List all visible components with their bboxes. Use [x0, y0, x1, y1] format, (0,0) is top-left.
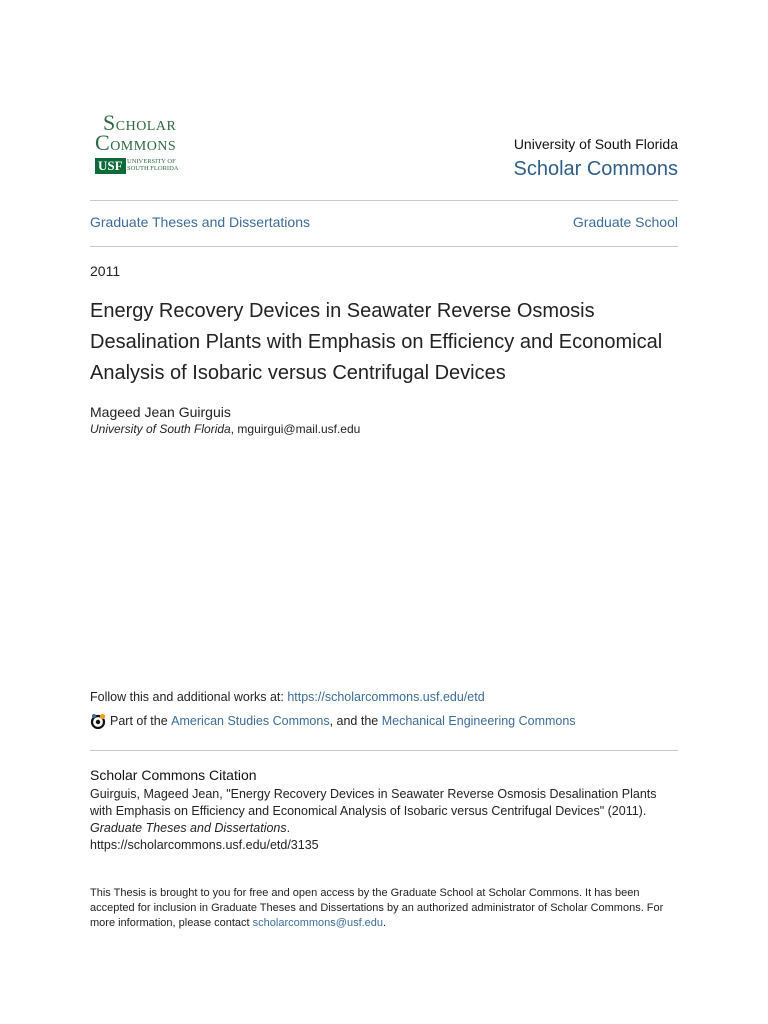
- divider: [90, 750, 678, 751]
- divider: [90, 246, 678, 247]
- school-link[interactable]: Graduate School: [572, 214, 678, 230]
- author-name: Mageed Jean Guirguis: [90, 404, 231, 420]
- scholar-commons-logo[interactable]: [95, 112, 195, 178]
- divider: [90, 200, 678, 201]
- commons-network-icon: [90, 713, 106, 729]
- citation-text: Guirguis, Mageed Jean, "Energy Recovery Devices in Seawater Reverse Osmosis Desalination Plants with Emphasis on Efficiency and Economical Analysis of Isobaric versus Centrifugal Devices" (2011). Graduate Theses and Dissertations.: [90, 787, 657, 835]
- university-name: University of South Florida: [513, 136, 678, 152]
- cover-page: [90, 0, 678, 1024]
- publication-year: 2011: [90, 263, 121, 279]
- access-statement: This Thesis is brought to you for free and open access by the Graduate School at Scholar Commons. It has been accepted for inclusion in Graduate Theses and Dissertations by an authorized administrator of Scholar Commons. For more information, please contact scholarcommons@usf.edu.: [90, 887, 664, 929]
- logo-commons-text: COMMONS: [95, 130, 177, 155]
- logo-scholar-text: SCHOLAR: [103, 110, 177, 135]
- collection-url-link[interactable]: https://scholarcommons.usf.edu/etd: [287, 690, 485, 704]
- american-studies-link[interactable]: American Studies Commons: [171, 714, 330, 728]
- collection-link[interactable]: Graduate Theses and Dissertations: [90, 214, 310, 230]
- author-affiliation: University of South Florida, mguirgui@mail.usf.edu: [90, 422, 361, 436]
- citation-heading: Scholar Commons Citation: [90, 767, 257, 783]
- site-title-link[interactable]: Scholar Commons: [513, 158, 678, 180]
- part-of-line: Part of the American Studies Commons , and the Mechanical Engineering Commons: [90, 713, 576, 729]
- citation-url: https://scholarcommons.usf.edu/etd/3135: [90, 838, 319, 852]
- usf-logo-box: USF: [95, 158, 126, 174]
- usf-logo-text: UNIVERSITY OF SOUTH FLORIDA: [127, 158, 179, 172]
- contact-email-link[interactable]: scholarcommons@usf.edu: [252, 917, 384, 929]
- follow-line: Follow this and additional works at: https://scholarcommons.usf.edu/etd: [90, 690, 485, 704]
- mechanical-engineering-link[interactable]: Mechanical Engineering Commons: [381, 714, 576, 728]
- document-title: Energy Recovery Devices in Seawater Reverse Osmosis Desalination Plants with Emphasis on Efficiency and Economical Analysis of Isobaric versus Centrifugal Devices: [90, 300, 663, 384]
